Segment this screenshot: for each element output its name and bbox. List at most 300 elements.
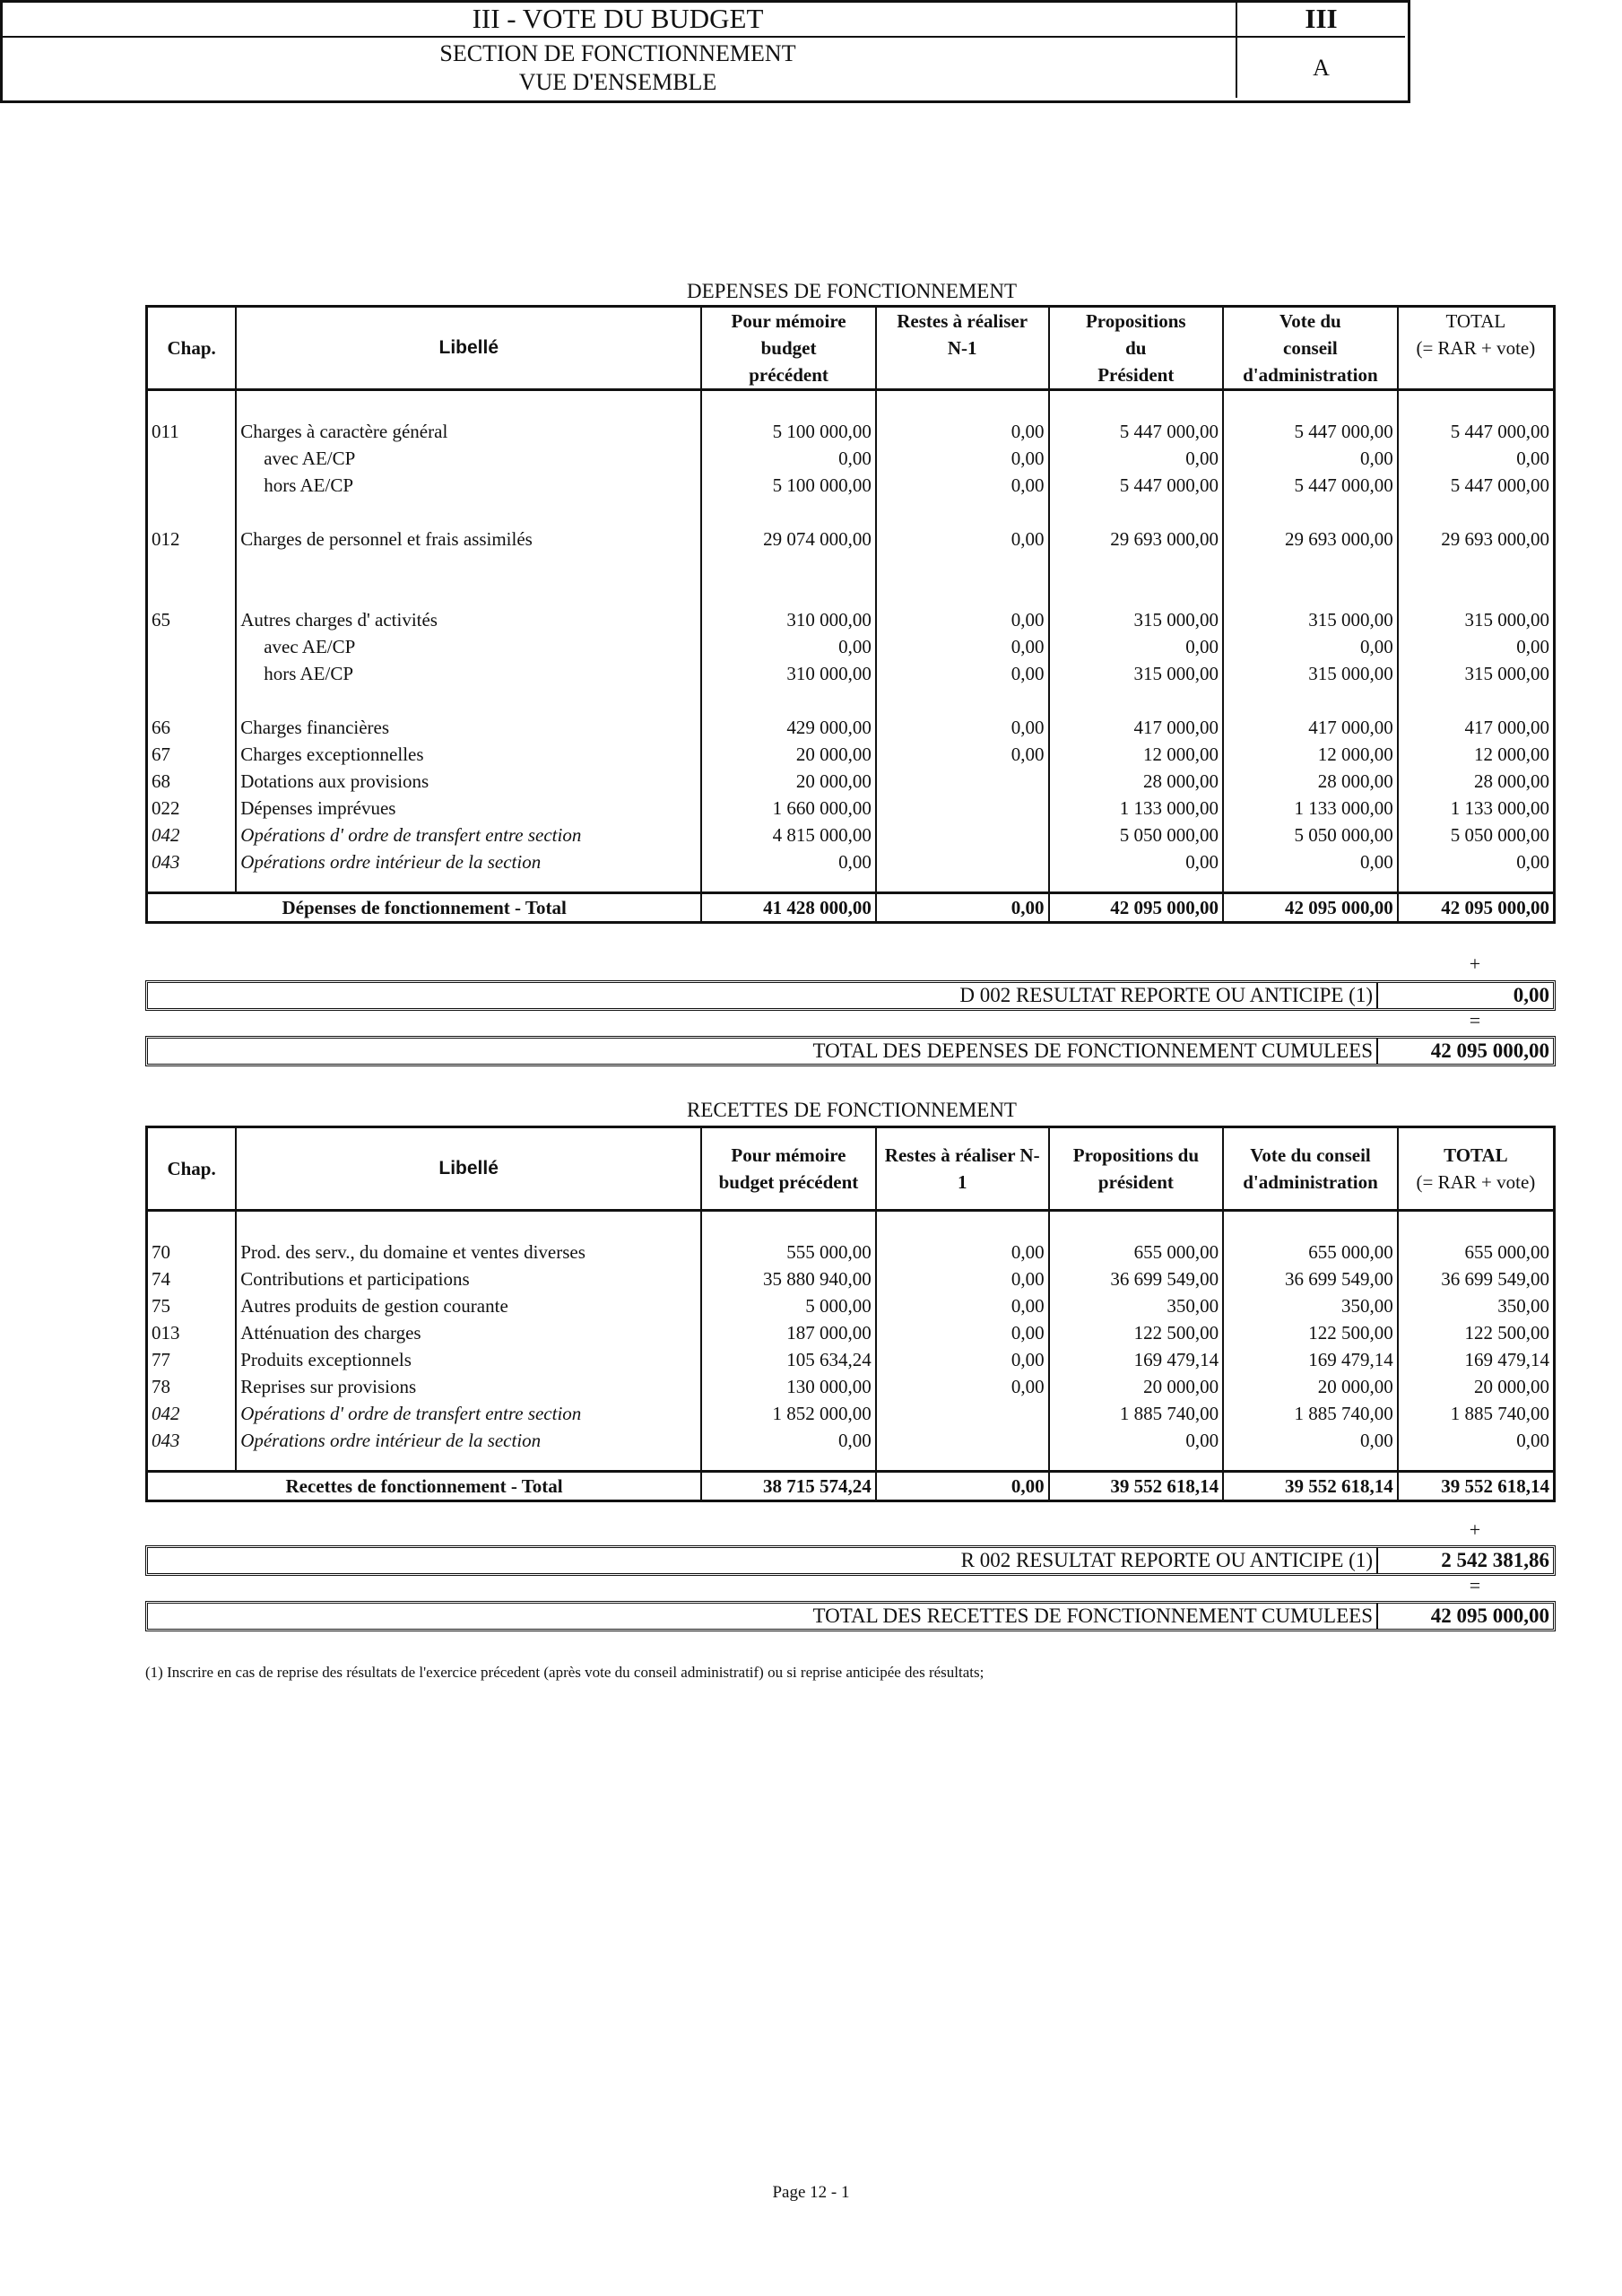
table-row — [147, 606, 1555, 633]
total-row — [147, 1472, 1555, 1501]
rec-cumul-value: 42 095 000,00 — [1430, 1605, 1549, 1627]
spacer-cell — [1223, 1454, 1398, 1472]
cell-amount: 5 447 000,00 — [1049, 418, 1224, 445]
cell-amount: 20 000,00 — [1398, 1373, 1555, 1400]
cell-amount: 29 693 000,00 — [1049, 526, 1224, 552]
table-row — [147, 418, 1555, 445]
cell-chapter — [147, 633, 237, 660]
cell-amount: 36 699 549,00 — [1398, 1265, 1555, 1292]
dep-head-total-1: TOTAL — [1445, 310, 1506, 332]
header-code: III — [1237, 0, 1405, 38]
cell-amount: 315 000,00 — [1398, 660, 1555, 687]
cell-amount: 5 000,00 — [701, 1292, 876, 1319]
table-row — [147, 848, 1555, 875]
cell-libelle: Dépenses imprévues — [236, 795, 701, 822]
rec-head-chap: Chap. — [147, 1127, 237, 1211]
cell-amount: 0,00 — [1398, 848, 1555, 875]
total-amount: 39 552 618,14 — [1398, 1472, 1555, 1501]
spacer-cell — [1223, 499, 1398, 526]
cell-chapter: 011 — [147, 418, 237, 445]
cell-chapter — [147, 472, 237, 499]
cell-amount: 0,00 — [876, 472, 1049, 499]
recettes-table — [145, 1126, 1556, 1502]
rec-head-total — [1398, 1127, 1555, 1211]
spacer-cell — [701, 1454, 876, 1472]
cell-amount: 0,00 — [1398, 1427, 1555, 1454]
header-subtitle — [0, 38, 1237, 98]
cell-amount: 1 885 740,00 — [1223, 1400, 1398, 1427]
header-letter: A — [1313, 55, 1330, 81]
cell-amount: 5 050 000,00 — [1398, 822, 1555, 848]
cell-amount: 5 447 000,00 — [1398, 472, 1555, 499]
spacer-cell — [701, 390, 876, 419]
cell-amount: 350,00 — [1398, 1292, 1555, 1319]
total-amount: 39 552 618,14 — [1223, 1472, 1398, 1501]
spacer-cell — [147, 390, 237, 419]
cell-amount: 0,00 — [1049, 1427, 1224, 1454]
cell-amount: 169 479,14 — [1049, 1346, 1224, 1373]
cell-amount: 12 000,00 — [1223, 741, 1398, 768]
cell-libelle: Opérations d' ordre de transfert entre section — [236, 822, 701, 848]
cell-amount: 315 000,00 — [1049, 660, 1224, 687]
spacer-cell — [147, 552, 237, 606]
spacer-cell — [876, 552, 1049, 606]
dep-cumul-box — [145, 1036, 1556, 1066]
cell-libelle: avec AE/CP — [236, 633, 701, 660]
spacer-cell — [236, 390, 701, 419]
cell-chapter: 68 — [147, 768, 237, 795]
cell-libelle: Atténuation des charges — [236, 1319, 701, 1346]
spacer-row — [147, 1211, 1555, 1239]
dep-head-propositions — [1049, 307, 1224, 390]
cell-amount: 169 479,14 — [1223, 1346, 1398, 1373]
table-row — [147, 633, 1555, 660]
rec-report-value: 2 542 381,86 — [1441, 1549, 1549, 1571]
cell-amount: 122 500,00 — [1398, 1319, 1555, 1346]
cell-amount — [876, 795, 1049, 822]
table-row — [147, 714, 1555, 741]
cell-amount — [876, 768, 1049, 795]
rec-plus-sign: + — [1469, 1518, 1481, 1541]
cell-amount: 36 699 549,00 — [1223, 1265, 1398, 1292]
cell-amount: 5 100 000,00 — [701, 472, 876, 499]
cell-amount: 12 000,00 — [1398, 741, 1555, 768]
dep-head-total-2: (= RAR + vote) — [1416, 337, 1536, 359]
dep-head-vote-3: d'administration — [1243, 364, 1378, 386]
cell-chapter: 75 — [147, 1292, 237, 1319]
cell-amount: 20 000,00 — [701, 768, 876, 795]
dep-head-prop-1: Propositions — [1085, 310, 1186, 332]
cell-amount: 5 447 000,00 — [1223, 418, 1398, 445]
cell-amount: 1 852 000,00 — [701, 1400, 876, 1427]
cell-libelle: hors AE/CP — [236, 472, 701, 499]
cell-libelle: Reprises sur provisions — [236, 1373, 701, 1400]
total-label: Dépenses de fonctionnement - Total — [147, 893, 702, 923]
spacer-cell — [701, 875, 876, 893]
table-row — [147, 768, 1555, 795]
cell-libelle: Autres produits de gestion courante — [236, 1292, 701, 1319]
cell-amount: 0,00 — [701, 633, 876, 660]
cell-chapter: 022 — [147, 795, 237, 822]
cell-amount — [876, 1427, 1049, 1454]
cell-amount: 36 699 549,00 — [1049, 1265, 1224, 1292]
cell-amount: 105 634,24 — [701, 1346, 876, 1373]
spacer-cell — [701, 552, 876, 606]
dep-report-label: D 002 RESULTAT REPORTE OU ANTICIPE (1) — [959, 983, 1378, 1008]
cell-amount: 4 815 000,00 — [701, 822, 876, 848]
cell-chapter: 78 — [147, 1373, 237, 1400]
table-row — [147, 1319, 1555, 1346]
rec-head-total-1: TOTAL — [1444, 1144, 1508, 1166]
cell-amount: 28 000,00 — [1049, 768, 1224, 795]
cell-chapter: 042 — [147, 1400, 237, 1427]
total-row — [147, 893, 1555, 923]
cell-amount: 0,00 — [876, 1265, 1049, 1292]
cell-amount: 0,00 — [701, 848, 876, 875]
cell-amount: 5 050 000,00 — [1223, 822, 1398, 848]
spacer-cell — [701, 499, 876, 526]
spacer-cell — [876, 875, 1049, 893]
cell-libelle: Opérations d' ordre de transfert entre section — [236, 1400, 701, 1427]
dep-head-restes-2: N-1 — [947, 337, 977, 359]
spacer-cell — [876, 1454, 1049, 1472]
spacer-cell — [1398, 552, 1555, 606]
dep-report-box — [145, 980, 1556, 1011]
total-amount: 0,00 — [876, 893, 1049, 923]
cell-libelle: Opérations ordre intérieur de la section — [236, 1427, 701, 1454]
rec-head-vote — [1223, 1127, 1398, 1211]
cell-amount: 555 000,00 — [701, 1239, 876, 1265]
cell-amount: 0,00 — [701, 1427, 876, 1454]
cell-amount: 28 000,00 — [1398, 768, 1555, 795]
cell-amount: 0,00 — [1398, 633, 1555, 660]
spacer-cell — [147, 499, 237, 526]
rec-report-box — [145, 1545, 1556, 1576]
table-row — [147, 1346, 1555, 1373]
spacer-cell — [147, 875, 237, 893]
spacer-cell — [236, 687, 701, 714]
spacer-cell — [1049, 390, 1224, 419]
cell-chapter — [147, 660, 237, 687]
rec-head-libelle: Libellé — [236, 1127, 701, 1211]
depenses-title: DEPENSES DE FONCTIONNEMENT — [687, 280, 1017, 302]
spacer-cell — [1398, 875, 1555, 893]
cell-amount: 0,00 — [1223, 848, 1398, 875]
dep-head-prop-2: du — [1125, 337, 1147, 359]
spacer-row — [147, 499, 1555, 526]
cell-amount — [876, 848, 1049, 875]
spacer-cell — [236, 875, 701, 893]
document-header — [0, 0, 1410, 103]
table-row — [147, 445, 1555, 472]
cell-amount: 0,00 — [876, 660, 1049, 687]
cell-libelle: Prod. des serv., du domaine et ventes diverses — [236, 1239, 701, 1265]
cell-amount: 1 133 000,00 — [1398, 795, 1555, 822]
spacer-cell — [1049, 687, 1224, 714]
cell-chapter: 043 — [147, 848, 237, 875]
dep-head-restes-1: Restes à réaliser — [897, 310, 1028, 332]
cell-chapter: 042 — [147, 822, 237, 848]
dep-head-vote — [1223, 307, 1398, 390]
cell-amount — [876, 1400, 1049, 1427]
rec-cumul-label: TOTAL DES RECETTES DE FONCTIONNEMENT CUMULEES — [813, 1604, 1378, 1629]
total-amount: 42 095 000,00 — [1398, 893, 1555, 923]
cell-amount: 5 050 000,00 — [1049, 822, 1224, 848]
cell-amount: 315 000,00 — [1049, 606, 1224, 633]
cell-amount: 28 000,00 — [1223, 768, 1398, 795]
dep-head-vote-1: Vote du — [1279, 310, 1341, 332]
spacer-cell — [1398, 1454, 1555, 1472]
cell-amount: 5 447 000,00 — [1049, 472, 1224, 499]
spacer-cell — [876, 499, 1049, 526]
spacer-cell — [701, 1211, 876, 1239]
dep-head-chap: Chap. — [147, 307, 237, 390]
cell-amount: 29 693 000,00 — [1223, 526, 1398, 552]
spacer-cell — [1049, 1454, 1224, 1472]
cell-amount: 0,00 — [1223, 1427, 1398, 1454]
cell-libelle: Charges à caractère général — [236, 418, 701, 445]
cell-amount: 417 000,00 — [1049, 714, 1224, 741]
cell-chapter: 012 — [147, 526, 237, 552]
spacer-cell — [701, 687, 876, 714]
table-row — [147, 1265, 1555, 1292]
spacer-row — [147, 1454, 1555, 1472]
cell-amount: 12 000,00 — [1049, 741, 1224, 768]
cell-chapter: 66 — [147, 714, 237, 741]
header-view: VUE D'ENSEMBLE — [518, 69, 717, 95]
cell-libelle: Charges financières — [236, 714, 701, 741]
cell-amount: 5 100 000,00 — [701, 418, 876, 445]
rec-head-vote-1: Vote du conseil — [1250, 1144, 1371, 1166]
dep-head-memoire-1: Pour mémoire — [731, 310, 846, 332]
cell-amount: 350,00 — [1223, 1292, 1398, 1319]
spacer-cell — [236, 552, 701, 606]
dep-head-restes — [876, 307, 1049, 390]
cell-amount: 0,00 — [1049, 633, 1224, 660]
cell-amount: 1 133 000,00 — [1049, 795, 1224, 822]
rec-head-vote-2: d'administration — [1243, 1171, 1378, 1193]
cell-amount: 350,00 — [1049, 1292, 1224, 1319]
header-title: III - VOTE DU BUDGET — [0, 0, 1237, 38]
cell-amount: 0,00 — [1398, 445, 1555, 472]
cell-amount: 0,00 — [876, 741, 1049, 768]
cell-chapter: 013 — [147, 1319, 237, 1346]
cell-chapter — [147, 445, 237, 472]
cell-amount: 417 000,00 — [1398, 714, 1555, 741]
cell-amount: 0,00 — [1223, 633, 1398, 660]
cell-amount: 1 885 740,00 — [1398, 1400, 1555, 1427]
depenses-table — [145, 305, 1556, 924]
spacer-row — [147, 687, 1555, 714]
recettes-title: RECETTES DE FONCTIONNEMENT — [687, 1099, 1017, 1121]
spacer-cell — [1049, 1211, 1224, 1239]
cell-amount: 0,00 — [1223, 445, 1398, 472]
cell-chapter: 65 — [147, 606, 237, 633]
rec-head-prop-1: Propositions du — [1072, 1144, 1200, 1166]
cell-amount: 655 000,00 — [1398, 1239, 1555, 1265]
cell-amount: 0,00 — [876, 714, 1049, 741]
spacer-cell — [1398, 687, 1555, 714]
dep-head-prop-3: Président — [1097, 364, 1175, 386]
cell-amount: 310 000,00 — [701, 606, 876, 633]
cell-amount: 20 000,00 — [1049, 1373, 1224, 1400]
dep-head-memoire — [701, 307, 876, 390]
rec-report-label: R 002 RESULTAT REPORTE OU ANTICIPE (1) — [961, 1548, 1378, 1573]
cell-amount: 0,00 — [876, 1239, 1049, 1265]
cell-amount: 0,00 — [876, 445, 1049, 472]
total-amount: 42 095 000,00 — [1049, 893, 1224, 923]
table-row — [147, 526, 1555, 552]
cell-libelle: hors AE/CP — [236, 660, 701, 687]
total-amount: 41 428 000,00 — [701, 893, 876, 923]
footnote: (1) Inscrire en cas de reprise des résultats de l'exercice précedent (après vote du conseil administratif) ou si reprise anticipée des résultats; — [145, 1664, 984, 1681]
spacer-cell — [147, 1454, 237, 1472]
spacer-cell — [236, 499, 701, 526]
total-amount: 0,00 — [876, 1472, 1049, 1501]
dep-equals-sign: = — [1469, 1009, 1481, 1031]
cell-libelle: Contributions et participations — [236, 1265, 701, 1292]
table-row — [147, 795, 1555, 822]
cell-amount: 169 479,14 — [1398, 1346, 1555, 1373]
cell-amount: 0,00 — [1049, 445, 1224, 472]
total-amount: 39 552 618,14 — [1049, 1472, 1224, 1501]
spacer-cell — [1049, 875, 1224, 893]
page-number: Page 12 - 1 — [772, 2183, 850, 2202]
cell-amount: 29 074 000,00 — [701, 526, 876, 552]
spacer-cell — [1223, 1211, 1398, 1239]
spacer-cell — [876, 390, 1049, 419]
spacer-cell — [1049, 499, 1224, 526]
spacer-cell — [1223, 552, 1398, 606]
table-row — [147, 1427, 1555, 1454]
cell-amount: 0,00 — [876, 1319, 1049, 1346]
dep-cumul-label: TOTAL DES DEPENSES DE FONCTIONNEMENT CUMULEES — [813, 1039, 1379, 1064]
cell-amount: 35 880 940,00 — [701, 1265, 876, 1292]
spacer-cell — [876, 1211, 1049, 1239]
cell-amount: 417 000,00 — [1223, 714, 1398, 741]
cell-amount: 315 000,00 — [1223, 606, 1398, 633]
cell-amount — [876, 822, 1049, 848]
cell-amount: 0,00 — [876, 526, 1049, 552]
cell-libelle: Autres charges d' activités — [236, 606, 701, 633]
cell-libelle: Dotations aux provisions — [236, 768, 701, 795]
table-row — [147, 1400, 1555, 1427]
rec-head-memoire — [701, 1127, 876, 1211]
cell-amount: 20 000,00 — [1223, 1373, 1398, 1400]
cell-amount: 310 000,00 — [701, 660, 876, 687]
table-row — [147, 472, 1555, 499]
cell-amount: 0,00 — [1049, 848, 1224, 875]
spacer-cell — [1398, 1211, 1555, 1239]
table-row — [147, 660, 1555, 687]
cell-libelle: Produits exceptionnels — [236, 1346, 701, 1373]
rec-cumul-box — [145, 1601, 1556, 1631]
spacer-cell — [876, 687, 1049, 714]
dep-head-libelle: Libellé — [236, 307, 701, 390]
table-row — [147, 1373, 1555, 1400]
table-row — [147, 1239, 1555, 1265]
spacer-cell — [1398, 390, 1555, 419]
cell-amount: 1 133 000,00 — [1223, 795, 1398, 822]
dep-head-vote-2: conseil — [1283, 337, 1338, 359]
rec-head-propositions — [1049, 1127, 1224, 1211]
spacer-row — [147, 552, 1555, 606]
total-amount: 38 715 574,24 — [701, 1472, 876, 1501]
dep-plus-sign: + — [1469, 952, 1481, 975]
dep-head-memoire-3: précédent — [749, 364, 828, 386]
cell-amount: 429 000,00 — [701, 714, 876, 741]
cell-amount: 29 693 000,00 — [1398, 526, 1555, 552]
cell-amount: 0,00 — [876, 1373, 1049, 1400]
total-label: Recettes de fonctionnement - Total — [147, 1472, 702, 1501]
cell-amount: 655 000,00 — [1049, 1239, 1224, 1265]
spacer-cell — [236, 1454, 701, 1472]
cell-amount: 1 660 000,00 — [701, 795, 876, 822]
cell-amount: 187 000,00 — [701, 1319, 876, 1346]
dep-head-memoire-2: budget — [760, 337, 817, 359]
cell-amount: 655 000,00 — [1223, 1239, 1398, 1265]
spacer-cell — [1223, 875, 1398, 893]
rec-head-memoire-2: budget précédent — [718, 1171, 859, 1193]
cell-amount: 1 885 740,00 — [1049, 1400, 1224, 1427]
dep-report-value: 0,00 — [1513, 984, 1549, 1006]
cell-amount: 315 000,00 — [1223, 660, 1398, 687]
cell-libelle: avec AE/CP — [236, 445, 701, 472]
spacer-row — [147, 390, 1555, 419]
rec-head-prop-2: président — [1097, 1171, 1174, 1193]
dep-cumul-value: 42 095 000,00 — [1430, 1039, 1549, 1062]
spacer-cell — [147, 1211, 237, 1239]
cell-libelle: Opérations ordre intérieur de la section — [236, 848, 701, 875]
cell-amount: 0,00 — [876, 606, 1049, 633]
rec-head-restes-1: Restes à réaliser N- — [884, 1144, 1040, 1166]
spacer-cell — [1049, 552, 1224, 606]
table-row — [147, 822, 1555, 848]
dep-head-total — [1398, 307, 1555, 390]
cell-amount: 130 000,00 — [701, 1373, 876, 1400]
rec-head-restes-2: 1 — [957, 1171, 967, 1193]
cell-amount: 315 000,00 — [1398, 606, 1555, 633]
cell-amount: 5 447 000,00 — [1223, 472, 1398, 499]
cell-amount: 0,00 — [876, 418, 1049, 445]
total-amount: 42 095 000,00 — [1223, 893, 1398, 923]
cell-chapter: 67 — [147, 741, 237, 768]
cell-chapter: 043 — [147, 1427, 237, 1454]
cell-amount: 0,00 — [701, 445, 876, 472]
cell-amount: 122 500,00 — [1049, 1319, 1224, 1346]
cell-amount: 122 500,00 — [1223, 1319, 1398, 1346]
cell-amount: 5 447 000,00 — [1398, 418, 1555, 445]
rec-head-restes — [876, 1127, 1049, 1211]
rec-head-memoire-1: Pour mémoire — [731, 1144, 846, 1166]
table-row — [147, 1292, 1555, 1319]
spacer-cell — [236, 1211, 701, 1239]
cell-amount: 0,00 — [876, 1292, 1049, 1319]
header-section: SECTION DE FONCTIONNEMENT — [439, 40, 796, 66]
rec-head-total-2: (= RAR + vote) — [1416, 1171, 1536, 1193]
rec-equals-sign: = — [1469, 1574, 1481, 1596]
cell-libelle: Charges exceptionnelles — [236, 741, 701, 768]
cell-amount: 0,00 — [876, 633, 1049, 660]
cell-chapter: 77 — [147, 1346, 237, 1373]
cell-chapter: 74 — [147, 1265, 237, 1292]
table-row — [147, 741, 1555, 768]
cell-chapter: 70 — [147, 1239, 237, 1265]
spacer-cell — [1398, 499, 1555, 526]
spacer-cell — [1223, 687, 1398, 714]
spacer-row — [147, 875, 1555, 893]
cell-amount: 0,00 — [876, 1346, 1049, 1373]
